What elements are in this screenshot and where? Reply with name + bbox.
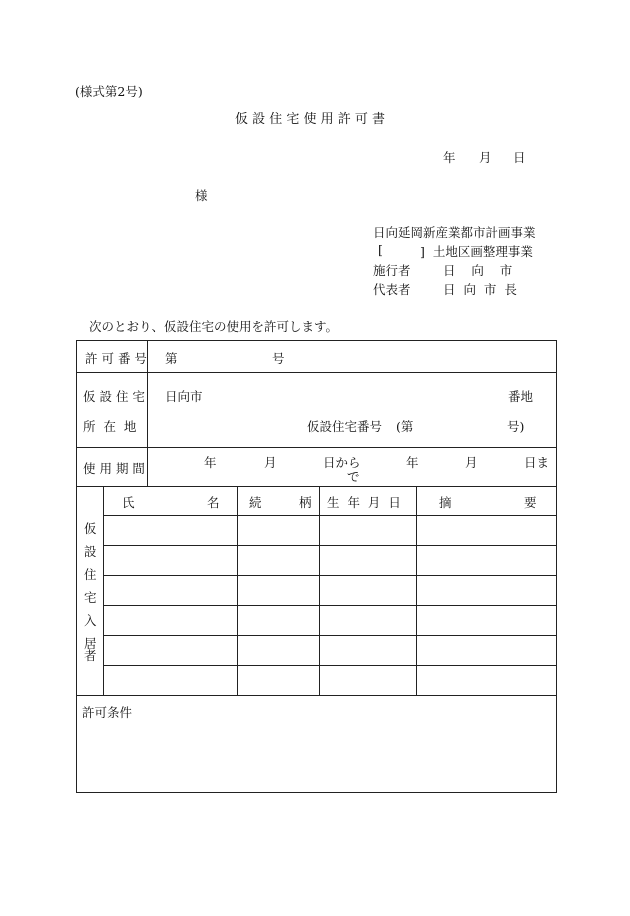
- col-header-note-right: 要: [524, 495, 537, 510]
- col-divider: [319, 486, 320, 695]
- col-divider: [147, 341, 148, 486]
- period-to-day: 日ま: [524, 455, 550, 470]
- executor-value: 日 向 市: [443, 263, 513, 278]
- executor-label: 施行者: [373, 263, 411, 278]
- residents-label-char: 居: [84, 636, 97, 651]
- row-divider: [103, 575, 556, 576]
- period-from-day: 日から: [323, 455, 361, 470]
- col-divider: [416, 486, 417, 695]
- residents-label-char: 宅: [84, 590, 97, 605]
- period-to-year: 年: [406, 455, 419, 470]
- col-header-note-left: 摘: [439, 495, 452, 510]
- form-number: (様式第2号): [75, 84, 143, 99]
- residents-label-char: 入: [84, 613, 97, 628]
- residents-label-char: 仮: [84, 521, 97, 536]
- location-banchi: 番地: [508, 389, 534, 404]
- row-divider: [103, 515, 556, 516]
- row-divider: [103, 635, 556, 636]
- issuer-project-line2: ] 土地区画整理事業: [420, 244, 533, 259]
- location-label-line2: 所 在 地: [83, 419, 137, 434]
- col-divider: [103, 486, 104, 695]
- row-divider: [103, 665, 556, 666]
- conditions-label: 許可条件: [82, 705, 133, 720]
- col-header-relation-right: 柄: [299, 495, 312, 510]
- location-city: 日向市: [165, 389, 203, 404]
- issuer-project-line1: 日向延岡新産業都市計画事業: [373, 225, 536, 240]
- intro-text: 次のとおり、仮設住宅の使用を許可します。: [89, 319, 339, 334]
- permit-form-table: [76, 340, 557, 793]
- permit-number-label: 許 可 番 号: [85, 351, 147, 366]
- location-label-line1: 仮 設 住 宅: [83, 389, 145, 404]
- issuer-project-bracket-open: [: [378, 242, 383, 257]
- row-divider: [77, 447, 556, 448]
- col-header-relation-left: 続: [249, 495, 262, 510]
- date-year-label: 年: [443, 150, 456, 165]
- row-divider: [77, 372, 556, 373]
- permit-number-go: 号: [272, 351, 285, 366]
- row-divider: [77, 695, 556, 696]
- period-label: 使 用 期 間: [83, 461, 145, 476]
- representative-value: 日 向 市 長: [443, 282, 517, 297]
- date-day-label: 日: [513, 150, 526, 165]
- housing-number-label: 仮設住宅番号: [307, 419, 383, 434]
- residents-label-char: 設: [84, 544, 97, 559]
- period-from-year: 年: [204, 455, 217, 470]
- representative-label: 代表者: [373, 282, 411, 297]
- housing-number-dai: (第: [396, 419, 414, 434]
- date-month-label: 月: [479, 150, 492, 165]
- row-divider: [103, 605, 556, 606]
- page-title: 仮 設 住 宅 使 用 許 可 書: [235, 112, 386, 127]
- recipient-suffix: 様: [195, 188, 208, 203]
- housing-number-go: 号): [507, 419, 525, 434]
- row-divider: [77, 486, 556, 487]
- period-from-month: 月: [264, 455, 277, 470]
- col-header-birthdate: 生 年 月 日: [327, 495, 401, 510]
- col-divider: [237, 486, 238, 695]
- residents-label-char: 者: [84, 648, 97, 663]
- period-from-day-wrap: で: [347, 469, 360, 484]
- row-divider: [103, 545, 556, 546]
- col-header-name-left: 氏: [122, 495, 135, 510]
- residents-label-char: 住: [84, 567, 97, 582]
- permit-number-dai: 第: [165, 351, 178, 366]
- period-to-month: 月: [465, 455, 478, 470]
- col-header-name-right: 名: [207, 495, 220, 510]
